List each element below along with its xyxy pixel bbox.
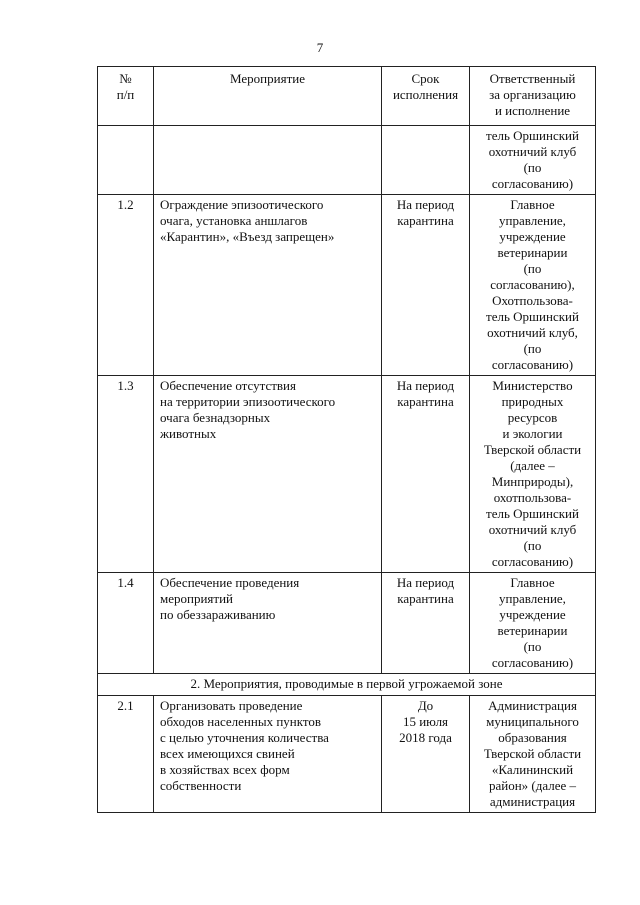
row-number [98,126,154,195]
row-responsible-line: Минприроды), [491,474,574,489]
row-event-line: Ограждение эпизоотического [160,197,324,212]
table-row [98,126,596,195]
row-responsible-line: тель Оршинский [486,506,579,521]
row-event-line: животных [160,426,217,441]
row-responsible-line: тель Оршинский [486,128,579,143]
row-responsible-line: управление, [499,213,566,228]
row-number: 1.3 [98,376,154,573]
row-responsible-line: (по [523,160,542,175]
header-resp-line: Ответственный [489,71,576,86]
row-responsible-line: согласованию) [491,176,574,191]
row-term-line: карантина [397,213,454,228]
row-responsible-line: район» (далее – [488,778,577,793]
section-2-title: 2. Мероприятия, проводимые в первой угрожаемой зоне [98,674,596,696]
table-row [98,376,596,573]
row-responsible-line: и экологии [502,426,563,441]
row-responsible-line: учреждение [499,229,566,244]
row-responsible-line: охотпользова- [493,490,572,505]
row-term [382,573,470,674]
row-responsible-line: (далее – [510,458,555,473]
table-row [98,195,596,376]
row-event-line: очага, установка аншлагов [160,213,308,228]
row-event [154,126,382,195]
row-event-line: на территории эпизоотического [160,394,336,409]
row-event [154,696,382,813]
header-term [382,67,470,126]
row-event [154,376,382,573]
row-responsible-line: (по [523,639,542,654]
row-responsible-line: охотничий клуб [488,522,577,537]
row-event [154,195,382,376]
row-event-line: мероприятий [160,591,233,606]
row-term [382,126,470,195]
row-responsible-line: управление, [499,591,566,606]
row-responsible-line: Главное [510,575,555,590]
row-responsible-line: охотничий клуб [488,144,577,159]
row-responsible-line: Администрация [488,698,577,713]
row-event-line: по обеззараживанию [160,607,276,622]
row-responsible-line: Тверской области [483,746,582,761]
header-num-line: № [119,71,132,86]
row-event-line: с целью уточнения количества [160,730,329,745]
row-responsible-line: Министерство [492,378,573,393]
header-num-line: п/п [116,87,135,102]
row-responsible-line: учреждение [499,607,566,622]
measures-table [97,66,596,813]
row-responsible-line: муниципального [486,714,579,729]
row-term-line: карантина [397,394,454,409]
row-number: 1.4 [98,573,154,674]
row-event [154,573,382,674]
row-term [382,376,470,573]
row-responsible-line: согласованию), [490,277,575,292]
row-responsible [470,696,596,813]
row-responsible [470,376,596,573]
row-responsible-line: согласованию) [491,554,574,569]
page-number: 7 [316,40,324,55]
row-responsible-line: ресурсов [507,410,558,425]
header-resp-line: и исполнение [494,103,571,118]
row-event-line: в хозяйствах всех форм [160,762,290,777]
row-responsible [470,195,596,376]
header-responsible [470,67,596,126]
row-number: 1.2 [98,195,154,376]
row-responsible-line: тель Оршинский [486,309,579,324]
header-num [98,67,154,126]
row-responsible-line: природных [501,394,564,409]
row-term-line: 15 июля [402,714,449,729]
header-event [154,67,382,126]
row-responsible-line: Главное [510,197,555,212]
row-number: 2.1 [98,696,154,813]
row-responsible-line: (по [523,261,542,276]
row-event-line: очага безнадзорных [160,410,271,425]
row-responsible-line: (по [523,538,542,553]
row-event-line: Обеспечение проведения [160,575,300,590]
row-event-line: обходов населенных пунктов [160,714,322,729]
row-event-line: всех имеющихся свиней [160,746,295,761]
row-term-line: На период [396,575,455,590]
row-term-line: карантина [397,591,454,606]
row-responsible-line: администрация [489,794,576,809]
row-responsible-line: Охотпользова- [492,293,573,308]
header-term-line: Срок [411,71,440,86]
row-term [382,195,470,376]
row-term-line: На период [396,378,455,393]
row-responsible-line: ветеринарии [497,623,568,638]
row-term [382,696,470,813]
row-responsible-line: образования [498,730,567,745]
row-event-line: Обеспечение отсутствия [160,378,296,393]
row-responsible [470,126,596,195]
table-row [98,573,596,674]
row-responsible-line: «Калининский [491,762,574,777]
row-term-line: 2018 года [399,730,452,745]
header-resp-line: за организацию [489,87,576,102]
row-term-line: До [417,698,434,713]
row-responsible-line: ветеринарии [497,245,568,260]
row-responsible-line: согласованию) [491,655,574,670]
row-responsible-line: (по [523,341,542,356]
row-term-line: На период [396,197,455,212]
section-row [98,674,596,696]
row-responsible-line: охотничий клуб, [487,325,578,340]
row-responsible-line: согласованию) [491,357,574,372]
row-responsible [470,573,596,674]
table-row [98,696,596,813]
row-event-line: Организовать проведение [160,698,303,713]
header-term-line: исполнения [392,87,459,102]
table-header-row [98,67,596,126]
row-responsible-line: Тверской области [483,442,582,457]
header-event-line: Мероприятие [230,71,305,86]
row-event-line: собственности [160,778,242,793]
row-event-line: «Карантин», «Въезд запрещен» [160,229,335,244]
